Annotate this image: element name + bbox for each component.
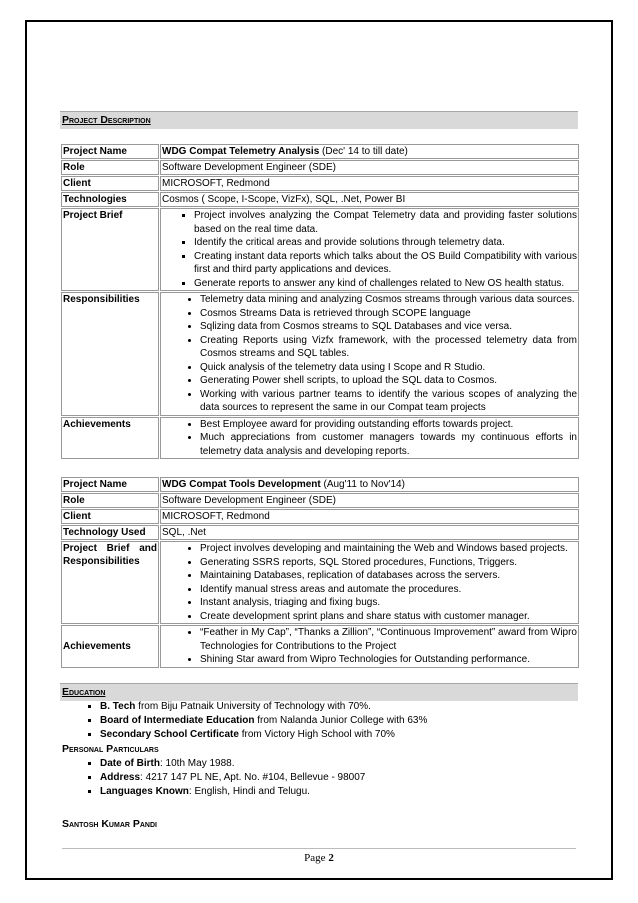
value-project-brief	[160, 208, 579, 291]
list-item: ▪ Date of Birth: 10th May 1988.	[100, 757, 365, 771]
signature-name: Santosh Kumar Pandi	[62, 818, 157, 830]
value-project-name: WDG Compat Telemetry Analysis (Dec' 14 to till date)	[160, 144, 579, 159]
list-item: • Creating Reports using Vizfx framework, with the processed telemetry data from Cosmos streams and SQL tables.	[200, 334, 577, 361]
list-item: ▪ Address: 4217 147 PL NE, Apt. No. #104, Bellevue - 98007	[100, 771, 365, 785]
list-item: • Generating SSRS reports, SQL Stored procedures, Functions, Triggers.	[200, 556, 577, 570]
list-item: ▪ Identify the critical areas and provide solutions through telemetry data.	[194, 236, 577, 250]
label-client: Client	[61, 509, 159, 524]
value-project-brief-responsibilities	[160, 541, 579, 624]
list-item: • Shining Star award from Wipro Technologies for Outstanding performance.	[200, 653, 577, 667]
value-client: MICROSOFT, Redmond	[160, 176, 579, 191]
list-item: • Sqlizing data from Cosmos streams to SQL Databases and vice versa.	[200, 320, 577, 334]
value-technology-used: SQL, .Net	[160, 525, 579, 540]
list-item: ▪ Generate reports to answer any kind of challenges related to New OS health status.	[194, 277, 577, 291]
list-item: • Create development sprint plans and share status with customer manager.	[200, 610, 577, 624]
value-achievements	[160, 417, 579, 460]
list-item: • Instant analysis, triaging and fixing bugs.	[200, 596, 577, 610]
education-list	[100, 700, 427, 742]
label-project-brief-responsibilities: Project Brief and Responsibilities	[61, 541, 159, 624]
list-item: • Much appreciations from customer managers towards my continuous efforts in telemetry data analysis and developing reports.	[200, 431, 577, 458]
project-table-1	[60, 143, 580, 460]
list-item: • Cosmos Streams Data is retrieved through SCOPE language	[200, 307, 577, 321]
list-item: • Identify manual stress areas and automate the procedures.	[200, 583, 577, 597]
label-project-name: Project Name	[61, 144, 159, 159]
list-item: ▪ Creating instant data reports which talks about the OS Build Compatibility with various first and third party applications and devices.	[194, 250, 577, 277]
list-item: ▪ Project involves analyzing the Compat Telemetry data and providing faster solutions based on the real time data.	[194, 209, 577, 236]
section-title-project-description: Project Description	[62, 114, 151, 126]
list-item: • Maintaining Databases, replication of databases across the servers.	[200, 569, 577, 583]
label-project-name: Project Name	[61, 477, 159, 492]
label-project-brief: Project Brief	[61, 208, 159, 291]
label-responsibilities: Responsibilities	[61, 292, 159, 416]
value-role: Software Development Engineer (SDE)	[160, 493, 579, 508]
value-achievements	[160, 625, 579, 668]
list-item: • Project involves developing and maintaining the Web and Windows based projects.	[200, 542, 577, 556]
value-role: Software Development Engineer (SDE)	[160, 160, 579, 175]
list-item: • Telemetry data mining and analyzing Cosmos streams through various data sources.	[200, 293, 577, 307]
value-technologies: Cosmos ( Scope, I-Scope, VizFx), SQL, .Net, Power BI	[160, 192, 579, 207]
label-role: Role	[61, 493, 159, 508]
value-responsibilities	[160, 292, 579, 416]
list-item: • Quick analysis of the telemetry data using I Scope and R Studio.	[200, 361, 577, 375]
label-role: Role	[61, 160, 159, 175]
list-item: ▪ Secondary School Certificate from Victory High School with 70%	[100, 728, 427, 742]
value-client: MICROSOFT, Redmond	[160, 509, 579, 524]
label-achievements: Achievements	[61, 625, 159, 668]
value-project-name: WDG Compat Tools Development (Aug'11 to Nov'14)	[160, 477, 579, 492]
page-number: Page 2	[304, 852, 334, 864]
section-title-education: Education	[62, 686, 106, 698]
label-technology-used: Technology Used	[61, 525, 159, 540]
label-technologies: Technologies	[61, 192, 159, 207]
list-item: ▪ B. Tech from Biju Patnaik University of Technology with 70%.	[100, 700, 427, 714]
list-item: • “Feather in My Cap”, “Thanks a Zillion”, “Continuous Improvement” award from Wipro Technologies for Contributions to the Project	[200, 626, 577, 653]
section-bar	[60, 683, 578, 701]
footer-divider	[62, 848, 576, 849]
label-achievements: Achievements	[61, 417, 159, 460]
project-table-2	[60, 476, 580, 669]
label-client: Client	[61, 176, 159, 191]
list-item: • Generating Power shell scripts, to upload the SQL data to Cosmos.	[200, 374, 577, 388]
list-item: • Best Employee award for providing outstanding efforts towards project.	[200, 418, 577, 432]
list-item: ▪ Languages Known: English, Hindi and Telugu.	[100, 785, 365, 799]
section-title-personal: Personal Particulars	[62, 743, 159, 755]
list-item: ▪ Board of Intermediate Education from Nalanda Junior College with 63%	[100, 714, 427, 728]
list-item: • Working with various partner teams to identify the various scopes of analyzing the data sources to represent the same in our Compat team projects	[200, 388, 577, 415]
personal-list	[100, 757, 365, 799]
